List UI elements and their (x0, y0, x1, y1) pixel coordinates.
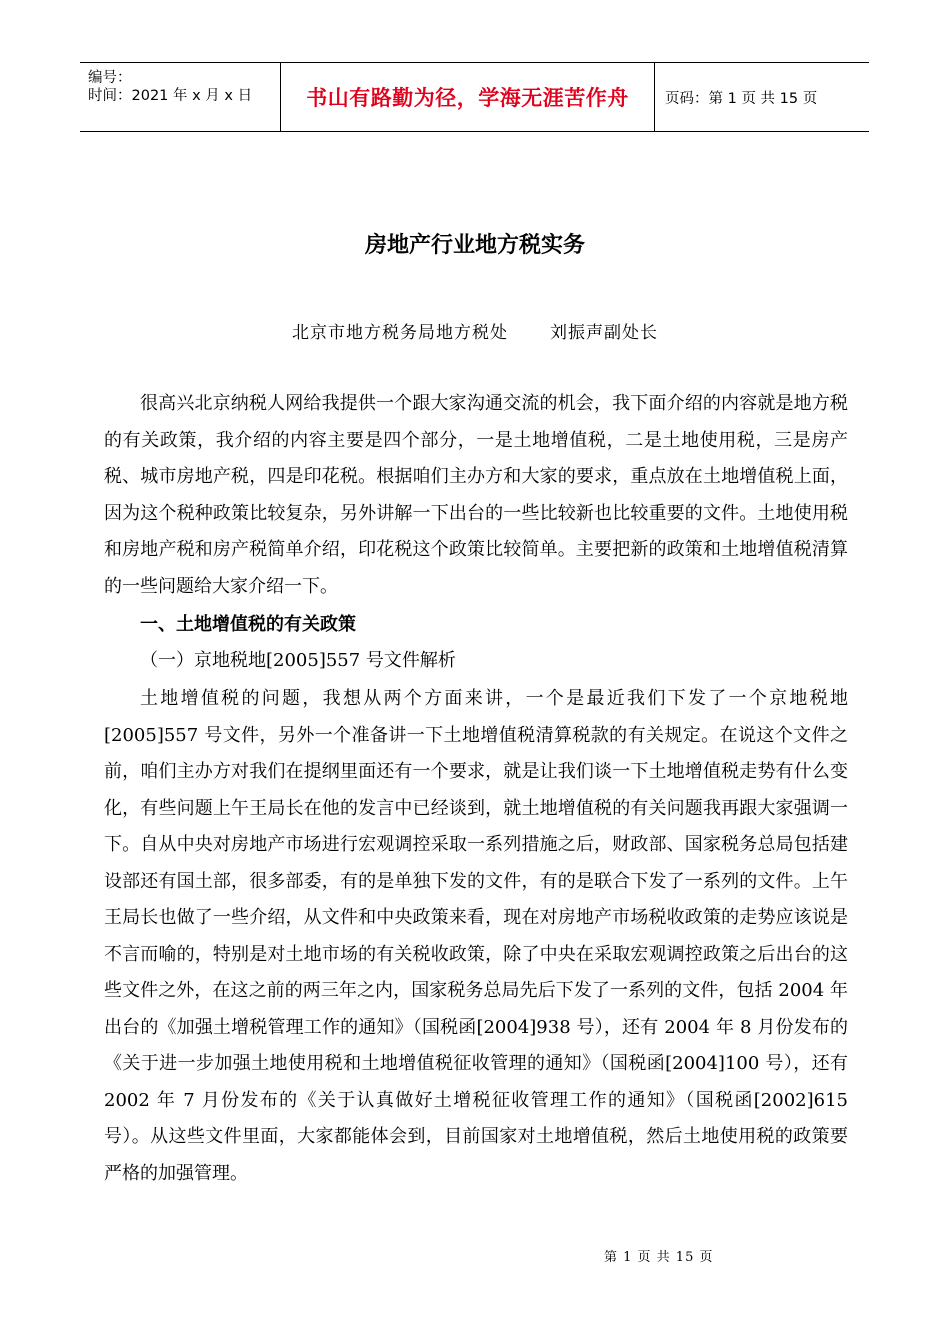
page-footer: 第 1 页 共 15 页 (604, 1250, 714, 1265)
header-info-cell (80, 63, 281, 131)
time-label: 时间：2021 年 x 月 x 日 (88, 88, 253, 104)
author-name: 刘振声副处长 (550, 323, 658, 343)
document-header (80, 62, 869, 132)
subsection-heading: （一）京地税地[2005]557 号文件解析 (140, 650, 456, 671)
body-paragraph: 土地增值税的问题，我想从两个方面来讲，一个是最近我们下发了一个京地税地[2005]557 号文件，另外一个准备讲一下土地增值税清算税款的有关规定。在说这个文件之前，咱们主办方对我们在提纲里面还有一个要求，就是让我们谈一下土地增值税走势有什么变化，有些问题上午王局长在他的发言中已经谈到，就土地增值税的有关问题我再跟大家强调一下。自从中央对房地产市场进行宏观调控采取一系列措施之后，财政部、国家税务总局包括建设部还有国土部，很多部委，有的是单独下发的文件，有的是联合下发了一系列的文件。上午王局长也做了一些介绍，从文件和中央政策来看，现在对房地产市场税收政策的走势应该说是不言而喻的，特别是对土地市场的有关税收政策，除了中央在采取宏观调控政策之后出台的这些文件之外，在这之前的两三年之内，国家税务总局先后下发了一系列的文件，包括 2004 年出台的《加强土增税管理工作的通知》（国税函[2004]938 号），还有 2004 年 8 月份发布的《关于进一步加强土地使用税和土地增值税征收管理的通知》（国税函[2004]100 号），还有 2002 年 7 月份发布的《关于认真做好土增税征收管理工作的通知》（国税函[2002]615 号）。从这些文件里面，大家都能体会到，目前国家对土地增值税，然后土地使用税的政策要严格的加强管理。 (104, 688, 848, 1184)
number-label: 编号： (88, 70, 132, 86)
intro-paragraph: 很高兴北京纳税人网给我提供一个跟大家沟通交流的机会，我下面介绍的内容就是地方税的有关政策，我介绍的内容主要是四个部分，一是土地增值税，二是土地使用税，三是房产税、城市房地产税，四是印花税。根据咱们主办方和大家的要求，重点放在土地增值税上面，因为这个税种政策比较复杂，另外讲解一下出台的一些比较新也比较重要的文件。土地使用税和房地产税和房产税简单介绍，印花税这个政策比较简单。主要把新的政策和土地增值税清算的一些问题给大家介绍一下。 (104, 393, 848, 597)
header-motto-cell (281, 63, 655, 131)
header-page-cell (655, 63, 869, 131)
motto-text: 书山有路勤为径，学海无涯苦作舟 (306, 85, 629, 110)
page-code: 页码：第 1 页 共 15 页 (665, 90, 818, 107)
author-organization: 北京市地方税务局地方税处 (292, 323, 508, 343)
section-heading: 一、土地增值税的有关政策 (140, 614, 356, 635)
author-line (0, 318, 950, 343)
document-title: 房地产行业地方税实务 (364, 233, 585, 258)
